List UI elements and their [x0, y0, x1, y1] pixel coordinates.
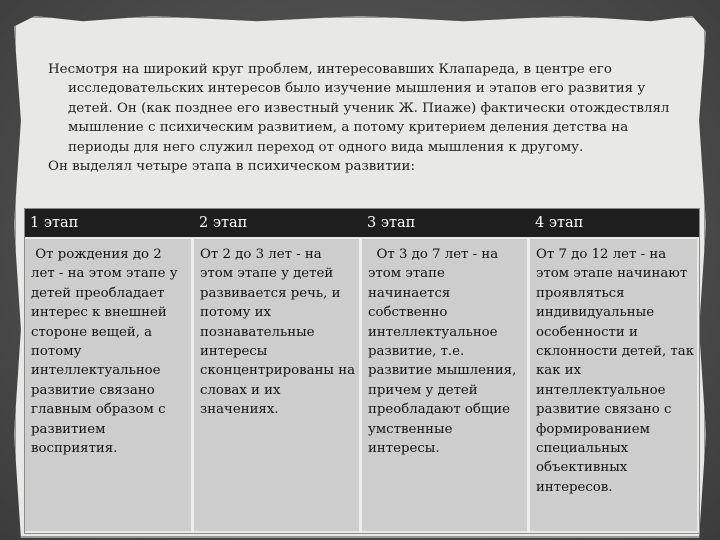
- header-stage-3: 3 этап: [367, 215, 416, 231]
- cell-stage-4: [530, 239, 697, 531]
- cell-stage-3-text: От 3 до 7 лет - на этом этапе начинается собственно интеллектуальное развитие, т.е. развитие мышления, причем у детей преобладают общие умственные интересы.: [368, 247, 521, 457]
- cell-stage-2: [194, 239, 359, 531]
- header-stage-1: 1 этап: [30, 215, 79, 231]
- cell-stage-4-text: От 7 до 12 лет - на этом этапе начинают проявляться индивидуальные особенности и склонности детей, так как их интеллектуальное развитие связано с формированием специальных объективных интересов.: [536, 247, 695, 495]
- cell-stage-3: [362, 239, 527, 531]
- table-header-row: [25, 209, 699, 237]
- intro-text: [48, 60, 688, 176]
- stages-table: [24, 208, 700, 534]
- cell-stage-1: [25, 239, 191, 531]
- intro-paragraph-1: Несмотря на широкий круг проблем, интересовавших Клапареда, в центре его исследовательских интересов было изучение мышления и этапов его развития у детей. Он (как позднее его известный ученик Ж. Пиаже) фактически отождествлял мышление с психическим развитием, а потому критерием деления детства на периоды для него служил переход от одного вида мышления к другому.: [48, 62, 670, 155]
- cell-stage-2-text: От 2 до 3 лет - на этом этапе у детей развивается речь, и потому их познавательные интересы сконцентрированы на словах и их значениях.: [200, 247, 356, 418]
- cell-stage-1-text: От рождения до 2 лет - на этом этапе у детей преобладает интерес к внешней стороне вещей, а потому интеллектуальное развитие связано главным образом с развитием восприятия.: [31, 247, 182, 457]
- intro-paragraph-2: Он выделял четыре этапа в психическом развитии:: [48, 159, 415, 175]
- header-stage-2: 2 этап: [199, 215, 248, 231]
- header-stage-4: 4 этап: [535, 215, 584, 231]
